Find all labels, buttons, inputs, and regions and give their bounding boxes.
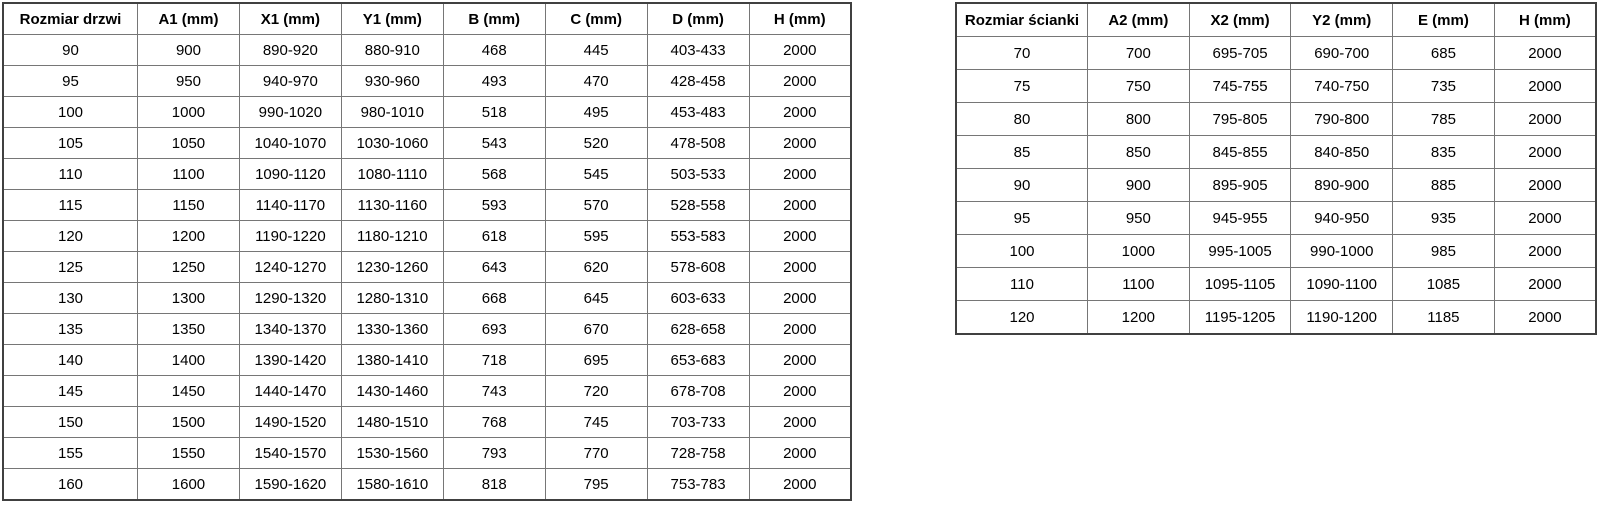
table-cell: 1300 [138, 283, 240, 314]
table-cell: 545 [545, 159, 647, 190]
table-cell: 770 [545, 438, 647, 469]
table-cell: 620 [545, 252, 647, 283]
table-cell: 2000 [1494, 37, 1596, 70]
table-cell: 2000 [1494, 202, 1596, 235]
table-cell: 1250 [138, 252, 240, 283]
table-cell: 2000 [749, 35, 851, 66]
table-cell: 1550 [138, 438, 240, 469]
table-cell: 735 [1393, 70, 1495, 103]
table-header-cell: B (mm) [443, 3, 545, 35]
table-cell: 2000 [1494, 268, 1596, 301]
table-cell: 718 [443, 345, 545, 376]
table-row [3, 97, 851, 128]
table-row [3, 438, 851, 469]
table-cell: 1590-1620 [239, 469, 341, 501]
table-row [3, 376, 851, 407]
table-header-cell: A1 (mm) [138, 3, 240, 35]
table-cell: 603-633 [647, 283, 749, 314]
table-cell: 745 [545, 407, 647, 438]
table-cell: 1180-1210 [341, 221, 443, 252]
table-cell: 2000 [1494, 169, 1596, 202]
table-header-row [3, 3, 851, 35]
table-header-cell: Rozmiar drzwi [3, 3, 138, 35]
table-cell: 2000 [1494, 103, 1596, 136]
table-cell: 690-700 [1291, 37, 1393, 70]
table-cell: 743 [443, 376, 545, 407]
table-cell: 990-1020 [239, 97, 341, 128]
table-cell: 990-1000 [1291, 235, 1393, 268]
table-header-cell: Y1 (mm) [341, 3, 443, 35]
table-row [3, 190, 851, 221]
table-cell: 940-950 [1291, 202, 1393, 235]
table-row [3, 283, 851, 314]
table-cell: 1530-1560 [341, 438, 443, 469]
table-cell: 1400 [138, 345, 240, 376]
table-cell: 980-1010 [341, 97, 443, 128]
table-cell: 100 [956, 235, 1088, 268]
table-cell: 885 [1393, 169, 1495, 202]
table-cell: 645 [545, 283, 647, 314]
table-header-cell: H (mm) [1494, 3, 1596, 37]
table-cell: 1330-1360 [341, 314, 443, 345]
table-cell: 578-608 [647, 252, 749, 283]
table-cell: 1290-1320 [239, 283, 341, 314]
table-row [3, 252, 851, 283]
table-row [956, 136, 1596, 169]
table-cell: 2000 [1494, 136, 1596, 169]
table-cell: 1340-1370 [239, 314, 341, 345]
table-cell: 668 [443, 283, 545, 314]
table-cell: 543 [443, 128, 545, 159]
table-cell: 1095-1105 [1189, 268, 1291, 301]
table-cell: 95 [3, 66, 138, 97]
table-cell: 568 [443, 159, 545, 190]
table-cell: 478-508 [647, 128, 749, 159]
table-cell: 493 [443, 66, 545, 97]
table-cell: 445 [545, 35, 647, 66]
table-cell: 1030-1060 [341, 128, 443, 159]
table-cell: 1430-1460 [341, 376, 443, 407]
table-header-row [956, 3, 1596, 37]
table-cell: 553-583 [647, 221, 749, 252]
table-cell: 528-558 [647, 190, 749, 221]
table-cell: 1040-1070 [239, 128, 341, 159]
table-cell: 403-433 [647, 35, 749, 66]
table-cell: 135 [3, 314, 138, 345]
table-cell: 695-705 [1189, 37, 1291, 70]
table-cell: 945-955 [1189, 202, 1291, 235]
table-cell: 1500 [138, 407, 240, 438]
table-cell: 2000 [749, 221, 851, 252]
table-cell: 900 [138, 35, 240, 66]
table-row [956, 268, 1596, 301]
table-cell: 628-658 [647, 314, 749, 345]
table-cell: 745-755 [1189, 70, 1291, 103]
table-cell: 2000 [749, 345, 851, 376]
table-cell: 125 [3, 252, 138, 283]
table-cell: 470 [545, 66, 647, 97]
table-row [3, 66, 851, 97]
table-row [3, 128, 851, 159]
table-cell: 840-850 [1291, 136, 1393, 169]
table-cell: 703-733 [647, 407, 749, 438]
table-header-cell: A2 (mm) [1088, 3, 1190, 37]
table-cell: 145 [3, 376, 138, 407]
table-cell: 1100 [1088, 268, 1190, 301]
table-cell: 453-483 [647, 97, 749, 128]
table-cell: 1230-1260 [341, 252, 443, 283]
table-cell: 2000 [749, 252, 851, 283]
table-cell: 2000 [749, 128, 851, 159]
table-cell: 950 [1088, 202, 1190, 235]
table-cell: 1140-1170 [239, 190, 341, 221]
wall-panel-size-table-body [956, 37, 1596, 335]
table-cell: 1100 [138, 159, 240, 190]
table-cell: 518 [443, 97, 545, 128]
table-cell: 835 [1393, 136, 1495, 169]
table-row [3, 469, 851, 501]
table-cell: 2000 [749, 283, 851, 314]
table-cell: 570 [545, 190, 647, 221]
table-cell: 495 [545, 97, 647, 128]
table-cell: 685 [1393, 37, 1495, 70]
table-row [3, 159, 851, 190]
table-cell: 1000 [138, 97, 240, 128]
table-cell: 428-458 [647, 66, 749, 97]
table-cell: 595 [545, 221, 647, 252]
table-row [956, 169, 1596, 202]
table-cell: 110 [956, 268, 1088, 301]
table-row [3, 407, 851, 438]
table-cell: 768 [443, 407, 545, 438]
table-cell: 890-920 [239, 35, 341, 66]
table-cell: 720 [545, 376, 647, 407]
table-cell: 120 [956, 301, 1088, 335]
wall-panel-size-table [955, 2, 1597, 335]
table-cell: 1190-1220 [239, 221, 341, 252]
table-row [3, 314, 851, 345]
table-cell: 140 [3, 345, 138, 376]
table-cell: 160 [3, 469, 138, 501]
wall-panel-size-table-header [956, 3, 1596, 37]
table-cell: 1380-1410 [341, 345, 443, 376]
table-cell: 593 [443, 190, 545, 221]
table-row [956, 70, 1596, 103]
table-row [956, 103, 1596, 136]
table-cell: 105 [3, 128, 138, 159]
table-cell: 1350 [138, 314, 240, 345]
table-cell: 1200 [138, 221, 240, 252]
table-cell: 818 [443, 469, 545, 501]
table-cell: 75 [956, 70, 1088, 103]
table-cell: 1085 [1393, 268, 1495, 301]
table-cell: 2000 [1494, 235, 1596, 268]
table-cell: 115 [3, 190, 138, 221]
table-cell: 95 [956, 202, 1088, 235]
table-header-cell: D (mm) [647, 3, 749, 35]
table-cell: 1390-1420 [239, 345, 341, 376]
table-cell: 750 [1088, 70, 1190, 103]
table-cell: 790-800 [1291, 103, 1393, 136]
table-header-cell: C (mm) [545, 3, 647, 35]
table-cell: 740-750 [1291, 70, 1393, 103]
table-row [3, 35, 851, 66]
table-cell: 2000 [749, 159, 851, 190]
table-header-cell: X2 (mm) [1189, 3, 1291, 37]
table-cell: 503-533 [647, 159, 749, 190]
table-cell: 1200 [1088, 301, 1190, 335]
table-header-cell: E (mm) [1393, 3, 1495, 37]
table-cell: 995-1005 [1189, 235, 1291, 268]
table-cell: 2000 [749, 190, 851, 221]
table-cell: 468 [443, 35, 545, 66]
table-cell: 1050 [138, 128, 240, 159]
table-cell: 2000 [749, 469, 851, 501]
table-cell: 150 [3, 407, 138, 438]
table-cell: 1580-1610 [341, 469, 443, 501]
table-cell: 753-783 [647, 469, 749, 501]
table-cell: 728-758 [647, 438, 749, 469]
table-cell: 2000 [749, 66, 851, 97]
table-cell: 950 [138, 66, 240, 97]
table-cell: 1185 [1393, 301, 1495, 335]
table-cell: 2000 [749, 376, 851, 407]
table-cell: 1280-1310 [341, 283, 443, 314]
table-cell: 120 [3, 221, 138, 252]
table-row [956, 202, 1596, 235]
table-row [956, 235, 1596, 268]
table-cell: 110 [3, 159, 138, 190]
table-cell: 85 [956, 136, 1088, 169]
table-cell: 100 [3, 97, 138, 128]
table-cell: 900 [1088, 169, 1190, 202]
table-cell: 940-970 [239, 66, 341, 97]
table-row [3, 345, 851, 376]
table-header-cell: X1 (mm) [239, 3, 341, 35]
table-cell: 90 [3, 35, 138, 66]
table-cell: 850 [1088, 136, 1190, 169]
table-cell: 795 [545, 469, 647, 501]
table-cell: 1090-1120 [239, 159, 341, 190]
table-cell: 693 [443, 314, 545, 345]
table-cell: 845-855 [1189, 136, 1291, 169]
table-cell: 700 [1088, 37, 1190, 70]
table-cell: 618 [443, 221, 545, 252]
table-cell: 1090-1100 [1291, 268, 1393, 301]
table-cell: 520 [545, 128, 647, 159]
table-cell: 80 [956, 103, 1088, 136]
table-cell: 1490-1520 [239, 407, 341, 438]
door-size-table [2, 2, 852, 501]
table-cell: 785 [1393, 103, 1495, 136]
table-cell: 795-805 [1189, 103, 1291, 136]
table-cell: 935 [1393, 202, 1495, 235]
table-cell: 793 [443, 438, 545, 469]
table-cell: 930-960 [341, 66, 443, 97]
table-cell: 1240-1270 [239, 252, 341, 283]
table-row [956, 301, 1596, 335]
table-cell: 1540-1570 [239, 438, 341, 469]
table-cell: 1080-1110 [341, 159, 443, 190]
table-cell: 890-900 [1291, 169, 1393, 202]
table-header-cell: Y2 (mm) [1291, 3, 1393, 37]
table-cell: 1150 [138, 190, 240, 221]
table-cell: 2000 [749, 438, 851, 469]
table-cell: 1440-1470 [239, 376, 341, 407]
table-cell: 880-910 [341, 35, 443, 66]
table-cell: 800 [1088, 103, 1190, 136]
table-cell: 155 [3, 438, 138, 469]
table-row [956, 37, 1596, 70]
table-header-cell: Rozmiar ścianki [956, 3, 1088, 37]
table-cell: 1195-1205 [1189, 301, 1291, 335]
table-cell: 1190-1200 [1291, 301, 1393, 335]
table-cell: 130 [3, 283, 138, 314]
door-size-table-body [3, 35, 851, 501]
table-cell: 1600 [138, 469, 240, 501]
table-cell: 653-683 [647, 345, 749, 376]
table-cell: 1450 [138, 376, 240, 407]
table-cell: 985 [1393, 235, 1495, 268]
table-cell: 2000 [749, 407, 851, 438]
table-cell: 695 [545, 345, 647, 376]
table-cell: 1130-1160 [341, 190, 443, 221]
table-header-cell: H (mm) [749, 3, 851, 35]
table-cell: 2000 [749, 97, 851, 128]
table-row [3, 221, 851, 252]
table-cell: 1480-1510 [341, 407, 443, 438]
table-cell: 70 [956, 37, 1088, 70]
table-cell: 1000 [1088, 235, 1190, 268]
table-cell: 895-905 [1189, 169, 1291, 202]
table-cell: 90 [956, 169, 1088, 202]
door-size-table-header [3, 3, 851, 35]
table-cell: 2000 [1494, 70, 1596, 103]
table-cell: 643 [443, 252, 545, 283]
table-cell: 2000 [749, 314, 851, 345]
table-cell: 2000 [1494, 301, 1596, 335]
table-cell: 678-708 [647, 376, 749, 407]
table-cell: 670 [545, 314, 647, 345]
